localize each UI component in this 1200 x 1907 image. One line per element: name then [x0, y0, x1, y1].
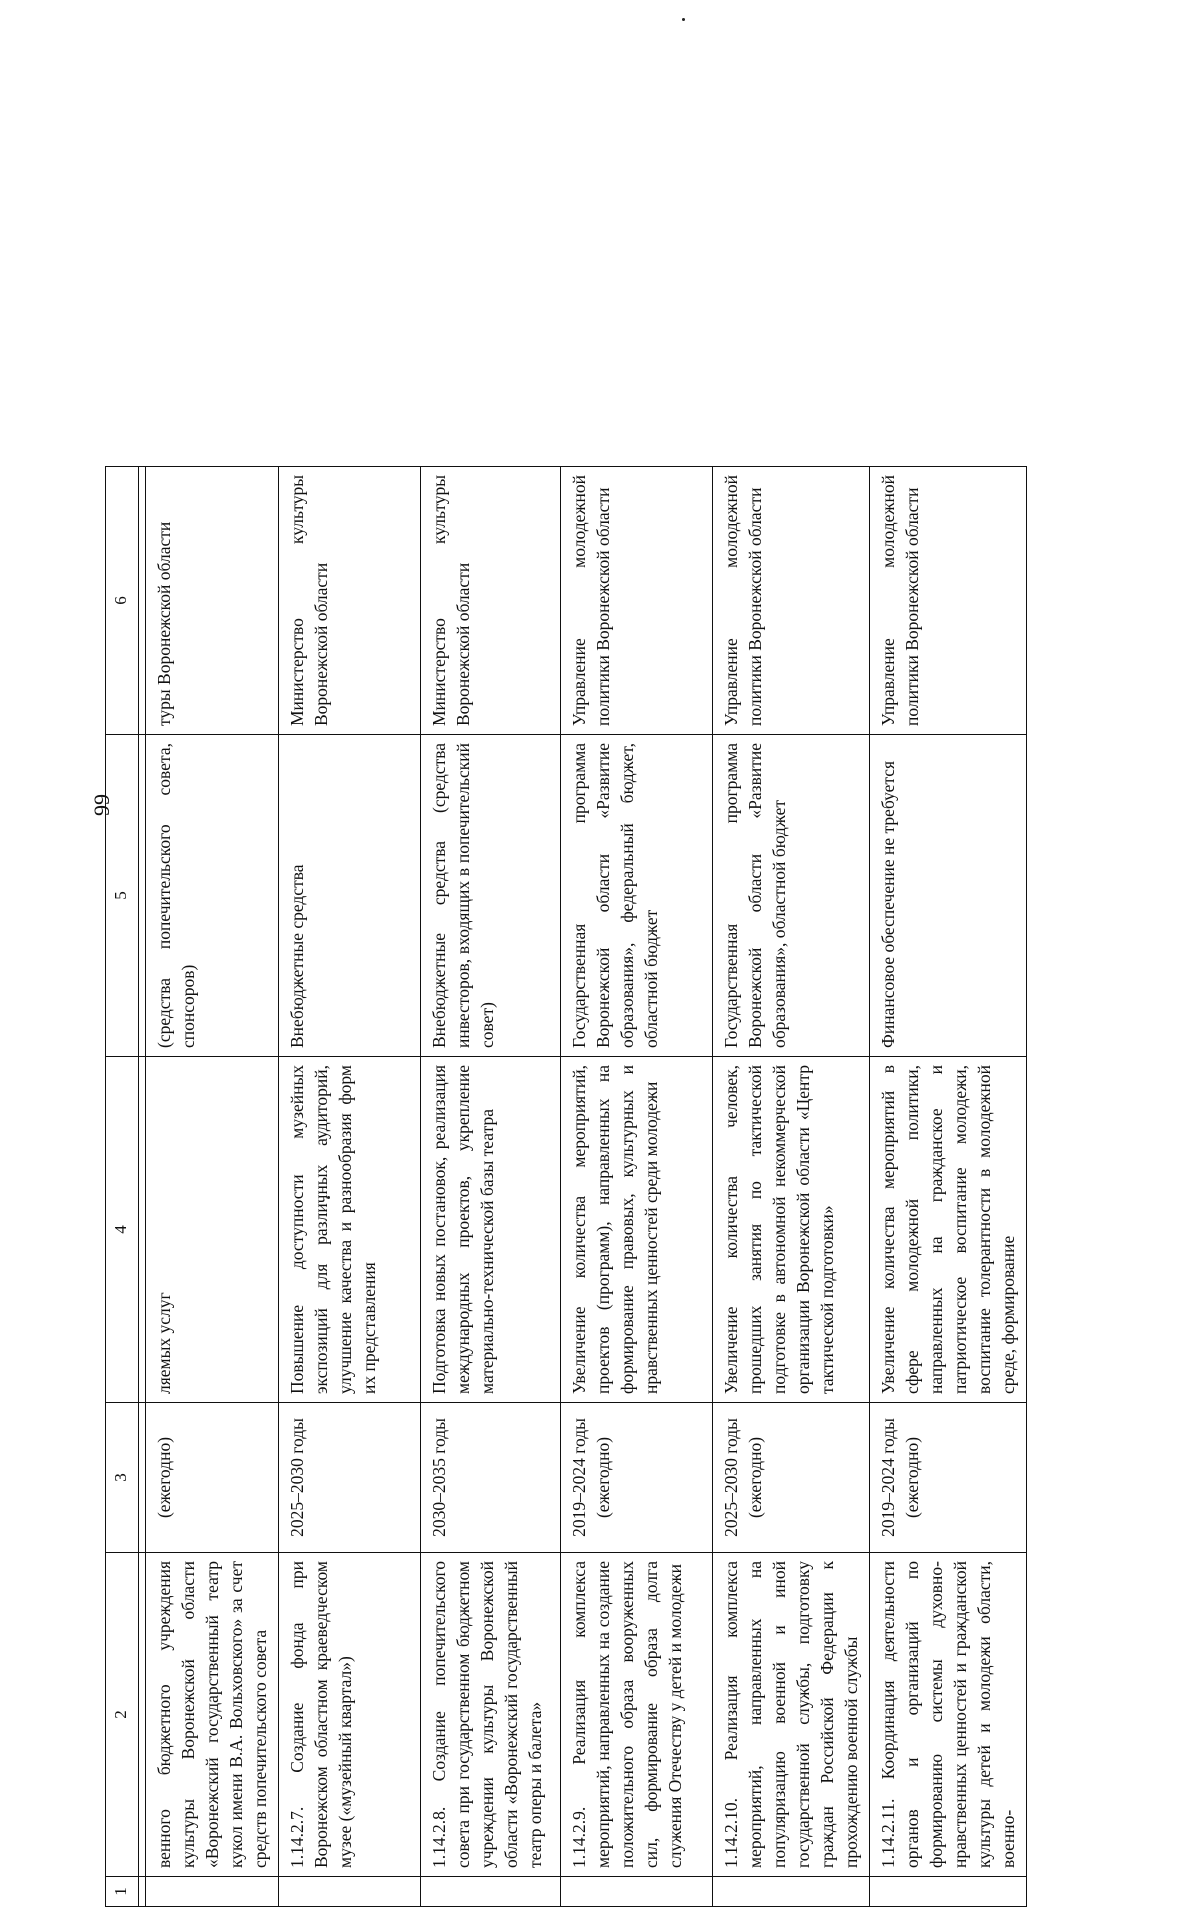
cell-number: [870, 1877, 1027, 1907]
cell-funding: Финансовое обеспечение не требуется: [870, 735, 1027, 1057]
cell-period: 2019–2024 годы (ежегодно): [561, 1403, 713, 1553]
cell-period: 2025–2030 годы (ежегодно): [713, 1403, 870, 1553]
cell-result: Увеличение количества мероприятий, проектов (программ), направленных на формирование правовых, культурных и нравственных ценностей среди молодежи: [561, 1057, 713, 1403]
cell-number: [146, 1877, 279, 1907]
col-header-1: 1: [106, 1877, 139, 1907]
table-row: [279, 467, 421, 1907]
cell-period: 2025–2030 годы: [279, 1403, 421, 1553]
table-row: [870, 467, 1027, 1907]
cell-result: Повышение доступности музейных экспозиций для различных аудиторий, улучшение качества и разнообразия форм их представления: [279, 1057, 421, 1403]
col-header-2: 2: [106, 1553, 139, 1877]
cell-activity: 1.14.2.9. Реализация комплекса мероприятий, направленных на создание положительного образа вооруженных сил, формирование образа долга служения Отечеству у детей и молодежи: [561, 1553, 713, 1877]
cell-number: [713, 1877, 870, 1907]
col-header-6: 6: [106, 467, 139, 735]
col-header-4: 4: [106, 1057, 139, 1403]
header-row: [106, 467, 139, 1907]
cell-responsible: Управление молодежной политики Воронежской области: [561, 467, 713, 735]
plan-table: [105, 466, 1027, 1907]
cell-responsible: Министерство культуры Воронежской области: [279, 467, 421, 735]
cell-number: [279, 1877, 421, 1907]
cell-result: Увеличение количества человек, прошедших занятия по тактической подготовке в автономной некоммерческой организации Воронежской области «Центр тактической подготовки»: [713, 1057, 870, 1403]
table-row: [146, 467, 279, 1907]
cell-responsible: Управление молодежной политики Воронежской области: [870, 467, 1027, 735]
cell-result: ляемых услуг: [146, 1057, 279, 1403]
cell-activity: венного бюджетного учреждения культуры Воронежской области «Воронежский государственный театр кукол имени В.А. Вольховского» за счет средств попечительского совета: [146, 1553, 279, 1877]
cell-funding: (средства попечительского совета, спонсоров): [146, 735, 279, 1057]
rotated-table-sheet: [105, 467, 1055, 1907]
cell-period: 2019–2024 годы (ежегодно): [870, 1403, 1027, 1553]
cell-activity: 1.14.2.11. Координация деятельности органов и организаций по формированию системы духовно-нравственных ценностей и гражданской культуры детей и молодежи области, военно-: [870, 1553, 1027, 1877]
cell-funding: Государственная программа Воронежской области «Развитие образования», федеральный бюджет, областной бюджет: [561, 735, 713, 1057]
table-row: [421, 467, 561, 1907]
cell-number: [561, 1877, 713, 1907]
cell-activity: 1.14.2.7. Создание фонда при Воронежском областном краеведческом музее («музейный квартал»): [279, 1553, 421, 1877]
cell-responsible: Министерство культуры Воронежской области: [421, 467, 561, 735]
cell-result: Увеличение количества мероприятий в сфере молодежной политики, направленных на гражданское и патриотическое воспитание молодежи, воспитание толерантности в молодежной среде, формирование: [870, 1057, 1027, 1403]
header-separator: [139, 467, 146, 1907]
col-header-3: 3: [106, 1403, 139, 1553]
cell-activity: 1.14.2.8. Создание попечительского совета при государственном бюджетном учреждении культуры Воронежской области «Воронежский государственный театр оперы и балета»: [421, 1553, 561, 1877]
cell-number: [421, 1877, 561, 1907]
cell-funding: Государственная программа Воронежской области «Развитие образования», областной бюджет: [713, 735, 870, 1057]
page-number: 99: [89, 794, 114, 816]
cell-activity: 1.14.2.10. Реализация комплекса мероприятий, направленных на популяризацию военной и иной государственной службы, подготовку граждан Российской Федерации к прохождению военной службы: [713, 1553, 870, 1877]
cell-period: 2030–2035 годы: [421, 1403, 561, 1553]
cell-period: (ежегодно): [146, 1403, 279, 1553]
cell-funding: Внебюджетные средства (средства инвесторов, входящих в попечительский совет): [421, 735, 561, 1057]
table-row: [561, 467, 713, 1907]
col-header-5: 5: [106, 735, 139, 1057]
cell-result: Подготовка новых постановок, реализация международных проектов, укрепление материально-технической базы театра: [421, 1057, 561, 1403]
scan-speck: [682, 18, 685, 21]
cell-funding: Внебюджетные средства: [279, 735, 421, 1057]
table-row: [713, 467, 870, 1907]
cell-responsible: туры Воронежской области: [146, 467, 279, 735]
cell-responsible: Управление молодежной политики Воронежской области: [713, 467, 870, 735]
